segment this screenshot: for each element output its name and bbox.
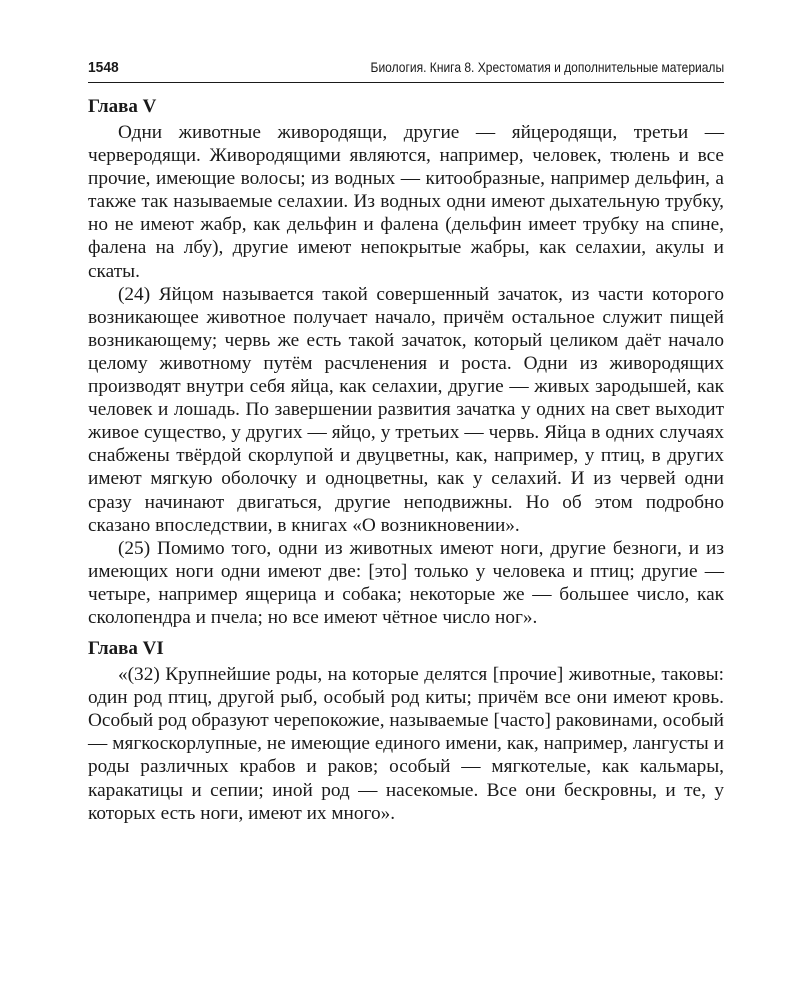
chapter-5 [88, 95, 724, 629]
chapter-6 [88, 637, 724, 825]
paragraph: (24) Яйцом называется такой совершенный зачаток, из части которого возникающее животное получает начало, причём остальное служит пищей возникающему; червь же есть такой зачаток, который целиком даёт начало целому животному путём расчленения и роста. Одни из живородящих производят внутри себя яйца, как селахии, другие — живых зародышей, как человек и лошадь. По завершении развития зачатка у одних на свет выходит живое существо, у других — яйцо, у третьих — червь. Яйца в одних случаях снабжены твёрдой скорлупой и двуцветны, как, например, у птиц, в других имеют мягкую оболочку и одноцветны, как у селахий. И из червей одни сразу начинают двигаться, другие неподвижны. Но об этом подробно сказано впоследствии, в книгах «О возникновении». [88, 283, 724, 536]
paragraph: Одни животные живородящи, другие — яйцеродящи, третьи — черверодящи. Живородящими являются, например, человек, тюлень и все прочие, имеющие волосы; из водных — китообразные, например дельфин, а также так называемые селахии. Из водных одни имеют дыхательную трубку, но не имеют жабр, как дельфин и фалена (дельфин имеет трубку на спине, фалена на лбу), другие имеют непокрытые жабры, как селахии, акулы и скаты. [88, 122, 724, 282]
running-title: Биология. Книга 8. Хрестоматия и дополнительные материалы [370, 59, 724, 75]
page-number: 1548 [88, 59, 119, 76]
chapter-heading: Глава V [88, 96, 157, 117]
paragraph: (25) Помимо того, одни из животных имеют ноги, другие безноги, и из имеющих ноги одни имеют две: [это] только у человека и птиц; другие — четыре, например ящерица и собака; некоторые же — большее число, как сколопендра и пчела; но все имеют чётное число ног». [88, 537, 724, 628]
paragraph: «(32) Крупнейшие роды, на которые делятся [прочие] животные, таковы: один род птиц, другой рыб, особый род киты; причём все они имеют кровь. Особый род образуют черепокожие, называемые [часто] раковинами, особый — мягкоскорлупные, не имеющие единого имени, как, например, лангусты и роды различных крабов и раков; особый — мягкотелые, как кальмары, каракатицы и сепии; иной род — насекомые. Все они бескровны, и те, у которых есть ноги, имеют их много». [88, 664, 724, 824]
chapter-heading: Глава VI [88, 638, 164, 660]
book-page [88, 58, 724, 825]
running-head [88, 58, 724, 83]
